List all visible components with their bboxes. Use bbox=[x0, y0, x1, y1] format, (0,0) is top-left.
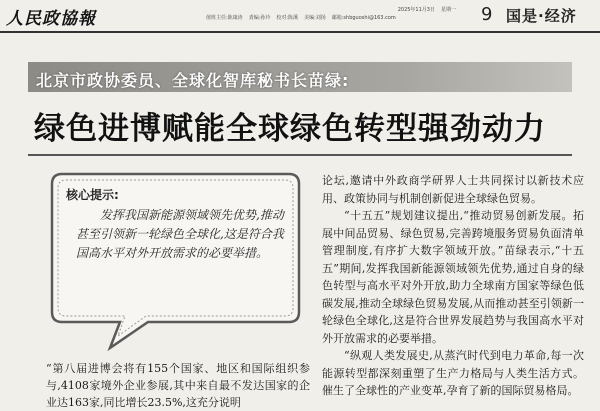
editor-info-line bbox=[206, 14, 456, 22]
right-paragraph-2: “十五五”规划建议提出,“推动贸易创新发展。拓展中间品贸易、绿色贸易,完善跨境服务贸易负面清单管理制度,有序扩大数字领域开放。”苗绿表示,“十五五”期间,发挥我国新能源领域领先优势,通过自身的绿色转型与高水平对外开放,助力全球南方国家等绿色低碳发展,推动全球绿色贸易发展,从而推动甚至引领新一轮绿色全球化,这是符合世界发展趋势与我国高水平对外开放需求的必要举措。 bbox=[322, 209, 584, 345]
right-column-text bbox=[322, 172, 584, 400]
section-name: 国是·经济 bbox=[506, 7, 577, 25]
callout-title: 核心提示: bbox=[66, 188, 119, 202]
left-paragraph: “第八届进博会将有155个国家、地区和国际组织参与,4108家境外企业参展,其中来自最不发达国家的企业达163家,同比增长23.5%,这充分说明 bbox=[46, 362, 310, 409]
weekday: 星期一 bbox=[440, 7, 456, 13]
right-paragraph-1: 论坛,邀请中外政商学研界人士共同探讨以新技术应用、政策协同与机制创新促进全球绿色贸易。 bbox=[322, 174, 584, 205]
art-editor: 美编:刘扬 bbox=[304, 15, 326, 21]
right-paragraph-3: “纵观人类发展史,从蒸汽时代到电力革命,每一次能源转型都深刻重塑了生产力格局与人类生活方式。催生了全球性的产业变革,孕育了新的国际贸易格局。 bbox=[322, 349, 584, 397]
headline-title: 绿色进博赋能全球绿色转型强劲动力 bbox=[34, 111, 546, 147]
proofreader: 校对:陈溪 bbox=[276, 15, 299, 21]
newspaper-masthead bbox=[0, 0, 600, 32]
header-meta bbox=[206, 6, 456, 22]
date-line bbox=[206, 6, 456, 14]
callout-text: 发挥我国新能源领域领先优势,推动甚至引领新一轮绿色全球化,这是符合我国高水平对外开放需求的必要举措。 bbox=[76, 208, 284, 260]
page-number: 9 bbox=[481, 4, 493, 25]
headline-kicker: 北京市政协委员、全球化智库秘书长苗绿: bbox=[36, 71, 350, 90]
core-tip-callout bbox=[48, 170, 303, 352]
header-divider bbox=[0, 31, 600, 33]
left-column-text bbox=[46, 360, 310, 411]
issue-date: 2025年11月3日 bbox=[397, 7, 435, 13]
contact-email: 邮箱:shbguoshi@163.com bbox=[331, 15, 396, 21]
editor: 責编:孙玲 bbox=[248, 15, 271, 21]
newspaper-logo: 人民政協報 bbox=[6, 9, 96, 29]
headline-divider bbox=[28, 154, 572, 156]
duty-editor: 值班主任:陈康涛 bbox=[206, 15, 243, 21]
